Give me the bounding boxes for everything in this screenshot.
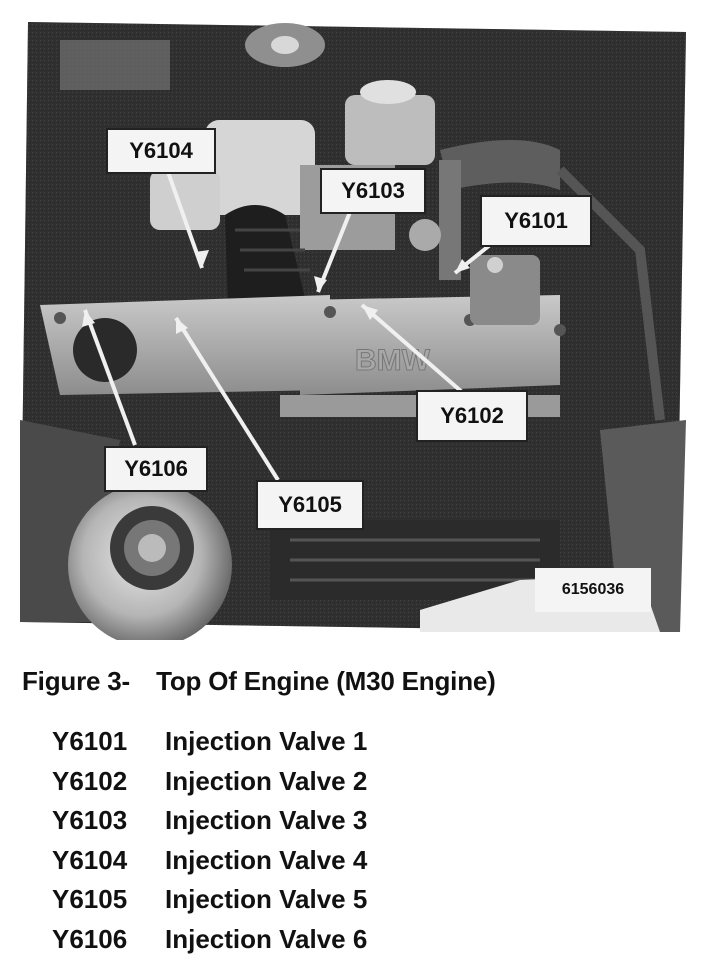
legend-description: Injection Valve 4: [165, 844, 368, 875]
caption-title: Top Of Engine (M30 Engine): [156, 666, 496, 696]
legend-list: [52, 722, 367, 959]
legend-code: Y6106: [52, 923, 128, 954]
legend-description: Injection Valve 5: [165, 884, 368, 915]
engine-badge-text: BMW: [355, 344, 430, 377]
callout-y6101: Y6101: [480, 195, 592, 247]
callout-y6102: Y6102: [416, 390, 528, 442]
legend-code: Y6104: [52, 844, 128, 875]
figure-caption: [22, 666, 496, 697]
legend-code: Y6103: [52, 805, 128, 836]
legend-description: Injection Valve 2: [165, 765, 368, 796]
legend-item: [52, 801, 367, 841]
callout-y6103: Y6103: [320, 168, 426, 214]
legend-item: [52, 841, 367, 881]
photo-reference-number: 6156036: [535, 568, 651, 612]
legend-item: [52, 722, 367, 762]
legend-item: [52, 762, 367, 802]
legend-description: Injection Valve 1: [165, 726, 368, 757]
callout-y6105: Y6105: [256, 480, 364, 530]
legend-description: Injection Valve 3: [165, 805, 368, 836]
callout-y6104: Y6104: [106, 128, 216, 174]
legend-code: Y6101: [52, 726, 128, 757]
legend-item: [52, 880, 367, 920]
callout-y6106: Y6106: [104, 446, 208, 492]
caption-number: Figure 3-: [22, 666, 130, 696]
legend-code: Y6105: [52, 884, 128, 915]
legend-code: Y6102: [52, 765, 128, 796]
legend-item: [52, 920, 367, 960]
legend-description: Injection Valve 6: [165, 923, 368, 954]
